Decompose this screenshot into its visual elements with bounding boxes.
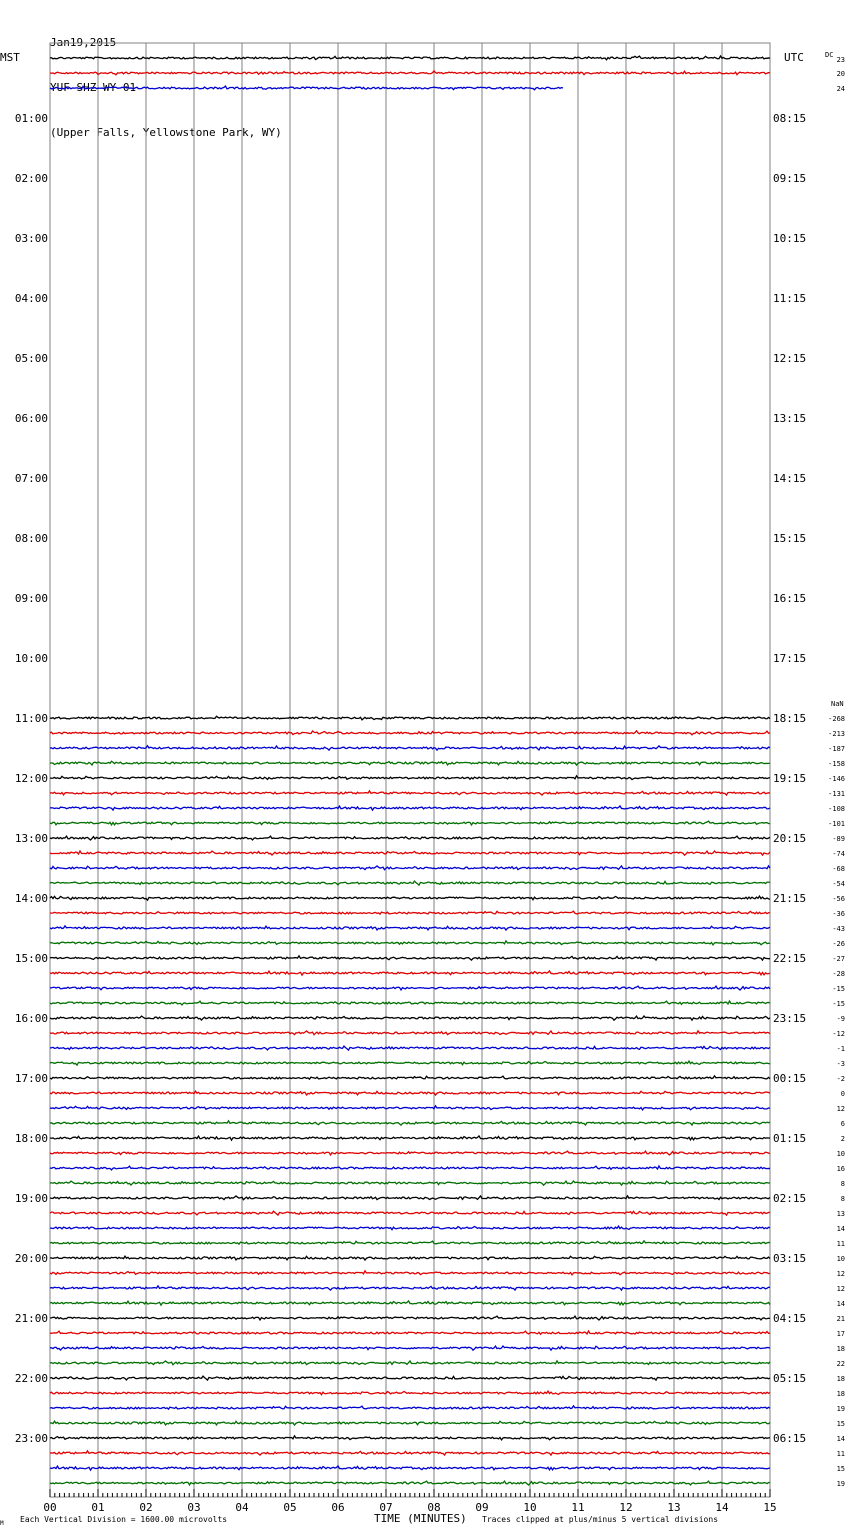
dc-offset-value: -27 bbox=[832, 955, 845, 963]
dc-offset-value: 24 bbox=[836, 85, 845, 93]
dc-offset-value: 10 bbox=[836, 1150, 845, 1158]
x-tick-label: 11 bbox=[571, 1501, 585, 1514]
hour-label-utc: 13:15 bbox=[773, 412, 807, 425]
hour-label-mst: 07:00 bbox=[14, 472, 48, 485]
seismic-trace bbox=[50, 1481, 770, 1485]
seismogram-traces bbox=[50, 56, 770, 1485]
hour-label-mst: 03:00 bbox=[14, 232, 48, 245]
left-axis-title: MST bbox=[0, 51, 20, 64]
hour-label-utc: 16:15 bbox=[773, 592, 807, 605]
dc-offset-value: -131 bbox=[828, 790, 845, 798]
dc-offset-value: -12 bbox=[832, 1030, 845, 1038]
dc-offset-value: -2 bbox=[836, 1075, 845, 1083]
x-tick-label: 00 bbox=[43, 1501, 57, 1514]
seismic-trace bbox=[50, 1406, 770, 1409]
dc-offset-value: 11 bbox=[836, 1240, 845, 1248]
plot-frame bbox=[50, 43, 770, 1497]
dc-offset-value: -89 bbox=[832, 835, 845, 843]
dc-offset-value: -213 bbox=[828, 730, 845, 738]
hour-label-utc: 10:15 bbox=[773, 232, 807, 245]
x-tick-label: 03 bbox=[187, 1501, 201, 1514]
x-tick-label: 15 bbox=[763, 1501, 777, 1514]
seismic-trace bbox=[50, 1181, 770, 1185]
station-location: (Upper Falls, Yellowstone Park, WY) bbox=[50, 126, 282, 139]
hour-label-utc: 22:15 bbox=[773, 952, 807, 965]
dc-offset-value: 13 bbox=[836, 1210, 845, 1218]
plot-grid bbox=[50, 43, 770, 1497]
seismic-trace bbox=[50, 1151, 770, 1155]
dc-offset-value: 11 bbox=[836, 1450, 845, 1458]
seismic-trace bbox=[50, 896, 770, 900]
vertical-division-note: Each Vertical Division = 1600.00 microvolts bbox=[20, 1515, 228, 1524]
hour-label-mst: 05:00 bbox=[14, 352, 48, 365]
seismic-trace bbox=[50, 1046, 770, 1050]
dc-offset-value: -1 bbox=[836, 1045, 845, 1053]
hour-label-mst: 21:00 bbox=[14, 1312, 48, 1325]
dc-offset-value: 12 bbox=[836, 1270, 845, 1278]
dc-offset-value: -158 bbox=[828, 760, 845, 768]
seismic-trace bbox=[50, 1016, 770, 1020]
seismic-trace bbox=[50, 1241, 770, 1244]
seismic-trace bbox=[50, 821, 770, 825]
hour-label-utc: 00:15 bbox=[773, 1072, 807, 1085]
seismic-trace bbox=[50, 1091, 770, 1095]
dc-offset-value: 6 bbox=[840, 1120, 845, 1128]
dc-offset-value: -101 bbox=[828, 820, 845, 828]
dc-offset-value: -36 bbox=[832, 910, 845, 918]
hour-label-utc: 20:15 bbox=[773, 832, 807, 845]
hour-label-mst: 12:00 bbox=[14, 772, 48, 785]
x-axis-title: TIME (MINUTES) bbox=[374, 1512, 467, 1525]
hour-label-utc: 21:15 bbox=[773, 892, 807, 905]
hour-label-mst: 01:00 bbox=[14, 112, 48, 125]
hour-label-utc: 02:15 bbox=[773, 1192, 807, 1205]
hour-label-utc: 06:15 bbox=[773, 1432, 807, 1445]
dc-offset-value: -146 bbox=[828, 775, 845, 783]
seismic-trace bbox=[50, 941, 770, 945]
seismic-trace bbox=[50, 1376, 770, 1380]
seismic-trace bbox=[50, 71, 770, 75]
seismic-trace bbox=[50, 1436, 770, 1440]
seismic-trace bbox=[50, 761, 770, 765]
x-tick-label: 09 bbox=[475, 1501, 489, 1514]
station-code: YUF SHZ WY 01 bbox=[50, 81, 137, 94]
hour-label-mst: 17:00 bbox=[14, 1072, 48, 1085]
seismic-trace bbox=[50, 1001, 770, 1005]
hour-label-utc: 05:15 bbox=[773, 1372, 807, 1385]
dc-offset-value: 18 bbox=[836, 1345, 845, 1353]
hour-label-mst: 14:00 bbox=[14, 892, 48, 905]
dc-offset-value: -15 bbox=[832, 985, 845, 993]
dc-offset-value: 15 bbox=[836, 1420, 845, 1428]
hour-label-utc: 17:15 bbox=[773, 652, 807, 665]
seismic-trace bbox=[50, 1061, 770, 1065]
hour-label-mst: 10:00 bbox=[14, 652, 48, 665]
seismic-trace bbox=[50, 1346, 770, 1350]
dc-offset-value: 20 bbox=[836, 70, 845, 78]
hour-label-utc: 01:15 bbox=[773, 1132, 807, 1145]
seismic-trace bbox=[50, 881, 770, 885]
seismic-trace bbox=[50, 86, 563, 90]
dc-offset-value: -15 bbox=[832, 1000, 845, 1008]
dc-offset-value: 14 bbox=[836, 1435, 845, 1443]
dc-offset-value: 8 bbox=[840, 1195, 845, 1203]
dc-offset-value: -187 bbox=[828, 745, 845, 753]
clipping-note: Traces clipped at plus/minus 5 vertical divisions bbox=[482, 1515, 719, 1524]
seismic-trace bbox=[50, 56, 770, 60]
hour-label-utc: 23:15 bbox=[773, 1012, 807, 1025]
dc-offset-value: -68 bbox=[832, 865, 845, 873]
right-axis-title: UTC bbox=[784, 51, 804, 64]
seismic-trace bbox=[50, 1106, 770, 1110]
hour-label-mst: 13:00 bbox=[14, 832, 48, 845]
seismic-trace bbox=[50, 716, 770, 720]
seismic-trace bbox=[50, 731, 770, 735]
seismic-trace bbox=[50, 791, 770, 795]
dc-offset-value: 14 bbox=[836, 1225, 845, 1233]
seismic-trace bbox=[50, 746, 770, 750]
seismic-trace bbox=[50, 926, 770, 930]
hour-label-utc: 18:15 bbox=[773, 712, 807, 725]
seismic-trace bbox=[50, 866, 770, 870]
seismic-trace bbox=[50, 1136, 770, 1140]
seismic-trace bbox=[50, 806, 770, 810]
hour-label-mst: 18:00 bbox=[14, 1132, 48, 1145]
x-tick-label: 04 bbox=[235, 1501, 249, 1514]
hour-label-utc: 08:15 bbox=[773, 112, 807, 125]
seismic-trace bbox=[50, 836, 770, 840]
dc-offset-value: -74 bbox=[832, 850, 845, 858]
dc-offset-value: 19 bbox=[836, 1480, 845, 1488]
x-tick-label: 10 bbox=[523, 1501, 537, 1514]
hour-label-mst: 08:00 bbox=[14, 532, 48, 545]
seismic-trace bbox=[50, 1076, 770, 1079]
seismic-trace bbox=[50, 1211, 770, 1215]
hour-label-mst: 04:00 bbox=[14, 292, 48, 305]
dc-offset-value: 12 bbox=[836, 1105, 845, 1113]
seismic-trace bbox=[50, 1121, 770, 1125]
axis-labels bbox=[15, 56, 845, 1514]
hour-label-mst: 23:00 bbox=[14, 1432, 48, 1445]
seismic-trace bbox=[50, 1196, 770, 1200]
dc-offset-value: -9 bbox=[836, 1015, 845, 1023]
x-tick-label: 14 bbox=[715, 1501, 729, 1514]
dc-offset-value: -268 bbox=[828, 715, 845, 723]
hour-label-utc: 19:15 bbox=[773, 772, 807, 785]
dc-offset-value: 2 bbox=[840, 1135, 845, 1143]
dc-offset-title: DC bbox=[825, 51, 834, 59]
hour-label-utc: 12:15 bbox=[773, 352, 807, 365]
seismic-trace bbox=[50, 1226, 770, 1230]
seismic-trace bbox=[50, 1361, 770, 1365]
dc-offset-value: -28 bbox=[832, 970, 845, 978]
seismic-trace bbox=[50, 851, 770, 855]
x-tick-label: 07 bbox=[379, 1501, 393, 1514]
hour-label-utc: 03:15 bbox=[773, 1252, 807, 1265]
hour-label-utc: 15:15 bbox=[773, 532, 807, 545]
hour-label-mst: 15:00 bbox=[14, 952, 48, 965]
x-tick-label: 02 bbox=[139, 1501, 153, 1514]
dc-offset-value: 18 bbox=[836, 1390, 845, 1398]
dc-offset-value: -54 bbox=[832, 880, 845, 888]
hour-label-mst: 19:00 bbox=[14, 1192, 48, 1205]
dc-offset-value: 18 bbox=[836, 1375, 845, 1383]
dc-offset-value: 10 bbox=[836, 1255, 845, 1263]
seismic-trace bbox=[50, 1466, 770, 1470]
footer-mark: M bbox=[0, 1520, 4, 1527]
dc-offset-value: 22 bbox=[836, 1360, 845, 1368]
seismic-trace bbox=[50, 1166, 770, 1170]
hour-label-mst: 02:00 bbox=[14, 172, 48, 185]
dc-offset-value: -26 bbox=[832, 940, 845, 948]
hour-label-utc: 11:15 bbox=[773, 292, 807, 305]
dc-offset-value: 21 bbox=[836, 1315, 845, 1323]
dc-offset-value: 14 bbox=[836, 1300, 845, 1308]
seismic-trace bbox=[50, 911, 770, 914]
hour-label-mst: 16:00 bbox=[14, 1012, 48, 1025]
dc-offset-value: 23 bbox=[836, 56, 845, 64]
x-tick-label: 05 bbox=[283, 1501, 297, 1514]
chart-date: Jan19,2015 bbox=[50, 36, 117, 49]
seismic-trace bbox=[50, 1391, 770, 1395]
hour-label-mst: 20:00 bbox=[14, 1252, 48, 1265]
dc-offset-value: 15 bbox=[836, 1465, 845, 1473]
x-tick-label: 01 bbox=[91, 1501, 105, 1514]
x-tick-label: 13 bbox=[667, 1501, 681, 1514]
seismic-trace bbox=[50, 971, 770, 975]
x-tick-label: 06 bbox=[331, 1501, 345, 1514]
seismic-trace bbox=[50, 956, 770, 960]
dc-offset-value: -108 bbox=[828, 805, 845, 813]
seismic-trace bbox=[50, 1301, 770, 1305]
dc-offset-value: -56 bbox=[832, 895, 845, 903]
dc-offset-value: 19 bbox=[836, 1405, 845, 1413]
dc-offset-value: -43 bbox=[832, 925, 845, 933]
hour-label-mst: 06:00 bbox=[14, 412, 48, 425]
seismic-trace bbox=[50, 1031, 770, 1035]
dc-offset-value: 17 bbox=[836, 1330, 845, 1338]
dc-offset-value: 8 bbox=[840, 1180, 845, 1188]
dc-offset-value: 16 bbox=[836, 1165, 845, 1173]
dc-offset-value: -3 bbox=[836, 1060, 845, 1068]
hour-label-utc: 14:15 bbox=[773, 472, 807, 485]
seismic-trace bbox=[50, 1316, 770, 1320]
seismic-trace bbox=[50, 1256, 770, 1260]
hour-label-mst: 22:00 bbox=[14, 1372, 48, 1385]
seismic-trace bbox=[50, 986, 770, 990]
seismic-trace bbox=[50, 1331, 770, 1334]
seismic-trace bbox=[50, 1271, 770, 1275]
hour-label-utc: 09:15 bbox=[773, 172, 807, 185]
dc-offset-value: 12 bbox=[836, 1285, 845, 1293]
nan-label: NaN bbox=[831, 700, 844, 708]
hour-label-mst: 11:00 bbox=[14, 712, 48, 725]
hour-label-utc: 04:15 bbox=[773, 1312, 807, 1325]
dc-offset-value: 0 bbox=[840, 1090, 845, 1098]
seismic-trace bbox=[50, 776, 770, 780]
x-tick-label: 08 bbox=[427, 1501, 441, 1514]
seismic-trace bbox=[50, 1421, 770, 1425]
hour-label-mst: 09:00 bbox=[14, 592, 48, 605]
x-tick-label: 12 bbox=[619, 1501, 633, 1514]
seismic-trace bbox=[50, 1286, 770, 1290]
seismic-trace bbox=[50, 1451, 770, 1455]
